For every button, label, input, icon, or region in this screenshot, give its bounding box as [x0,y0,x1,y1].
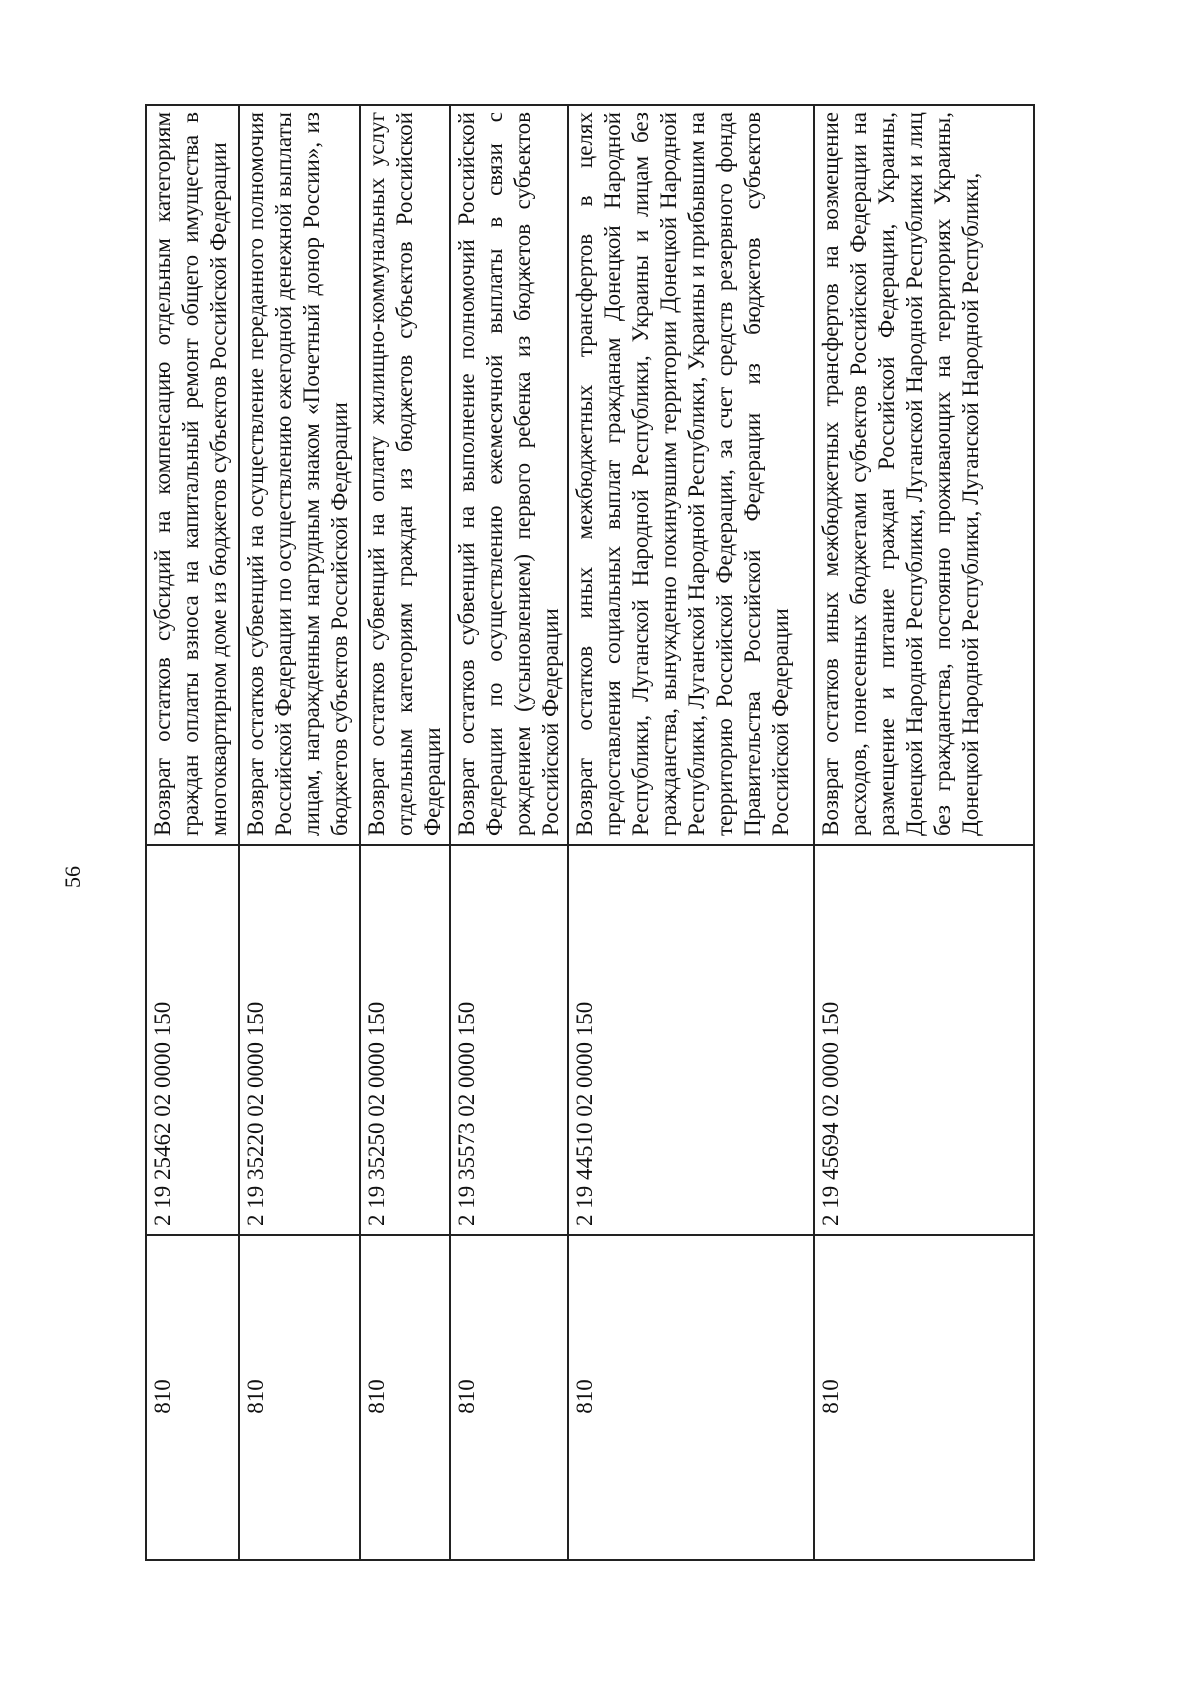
description-cell: Возврат остатков субсидий на компенсацию отдельным категориям граждан оплаты взноса на капитальный ремонт общего имущества в многоквартирном доме из бюджетов субъектов Российской Федерации [146,105,239,845]
rotated-table-frame [145,106,1029,1561]
kbk-code-cell: 2 19 35220 02 0000 150 [239,845,360,1235]
description-cell: Возврат остатков субвенций на осуществление переданного полномочия Российской Федерации по осуществлению ежегодной денежной выплаты лицам, награжденным нагрудным знаком «Почетный донор России», из бюджетов субъектов Российской Федерации [239,105,360,845]
admin-code-cell: 810 [146,1235,239,1560]
page-number: 56 [60,866,85,888]
kbk-code-cell: 2 19 35250 02 0000 150 [360,845,450,1235]
budget-codes-table [145,104,1035,1561]
kbk-code-cell: 2 19 45694 02 0000 150 [814,845,1034,1235]
admin-code-cell: 810 [239,1235,360,1560]
table-row [360,105,450,1560]
table-row [239,105,360,1560]
table-row [568,105,814,1560]
kbk-code-cell: 2 19 25462 02 0000 150 [146,845,239,1235]
table-row [146,105,239,1560]
kbk-code-cell: 2 19 44510 02 0000 150 [568,845,814,1235]
admin-code-cell: 810 [360,1235,450,1560]
admin-code-cell: 810 [450,1235,568,1560]
description-cell: Возврат остатков иных межбюджетных трансфертов на возмещение расходов, понесенных бюджетами субъектов Российской Федерации на размещение и питание граждан Российской Федерации, Украины, Донецкой Народной Республики, Луганской Народной Республики и лиц без гражданства, постоянно проживающих на территориях Украины, Донецкой Народной Республики, Луганской Народной Республики, [814,105,1034,845]
description-cell: Возврат остатков субвенций на выполнение полномочий Российской Федерации по осуществлению ежемесячной выплаты в связи с рождением (усыновлением) первого ребенка из бюджетов субъектов Российской Федерации [450,105,568,845]
table-row [450,105,568,1560]
description-cell: Возврат остатков иных межбюджетных трансфертов в целях предоставления социальных выплат гражданам Донецкой Народной Республики, Луганской Народной Республики, Украины и лицам без гражданства, вынужденно покинувшим территории Донецкой Народной Республики, Луганской Народной Республики, Украины и прибывшим на территорию Российской Федерации, за счет средств резервного фонда Правительства Российской Федерации из бюджетов субъектов Российской Федерации [568,105,814,845]
kbk-code-cell: 2 19 35573 02 0000 150 [450,845,568,1235]
table-row [814,105,1034,1560]
description-cell: Возврат остатков субвенций на оплату жилищно-коммунальных услуг отдельным категориям граждан из бюджетов субъектов Российской Федерации [360,105,450,845]
admin-code-cell: 810 [568,1235,814,1560]
admin-code-cell: 810 [814,1235,1034,1560]
